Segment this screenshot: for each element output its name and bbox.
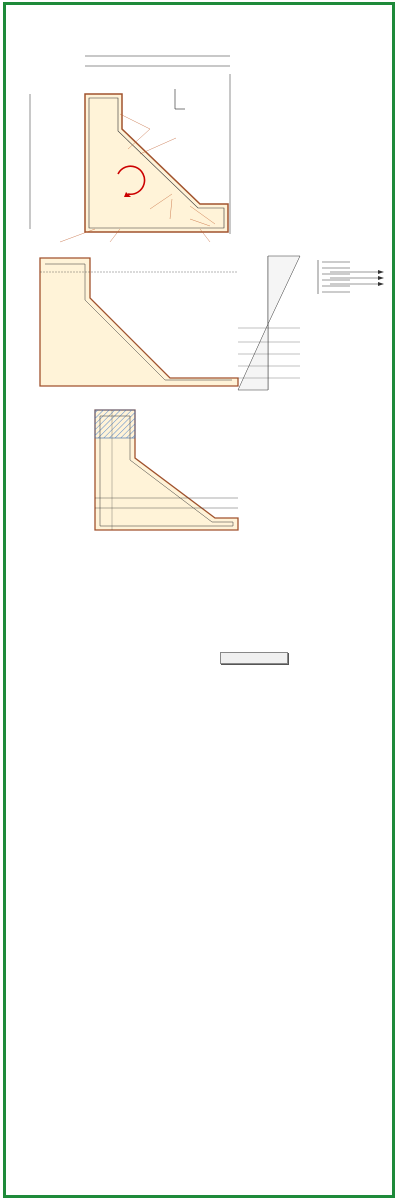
rebar-dots-low bbox=[0, 400, 400, 535]
rebar-dots-top bbox=[0, 34, 400, 244]
rebar-dots-mid bbox=[0, 250, 400, 395]
hesapla-button[interactable] bbox=[220, 652, 288, 664]
